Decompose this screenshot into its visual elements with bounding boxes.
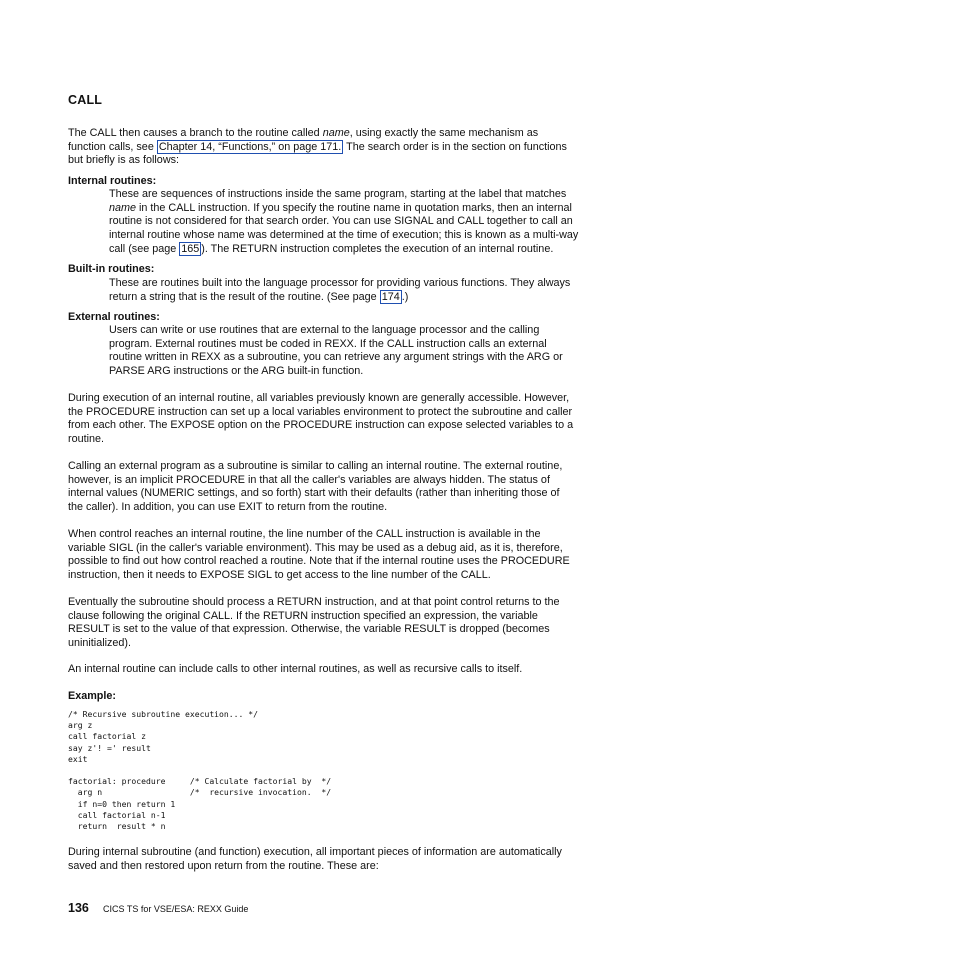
term-external-routines: External routines: [68, 311, 160, 323]
paragraph-line: however, is an implicit PROCEDURE in that all the caller's variables are always hidden. The status of [68, 473, 550, 486]
definition-italic-name: name [109, 201, 137, 214]
paragraph-line: variable SIGL (in the caller's variable environment). This may be used as a debug aid, as it is, therefore, [68, 541, 563, 554]
intro-italic-name: name [322, 127, 350, 139]
definition-text: These are sequences of instructions inside the same program, starting at the label that matches [109, 188, 567, 200]
paragraph-external-program [68, 460, 628, 515]
example-label: Example: [68, 690, 117, 702]
definition-text: ). The RETURN instruction completes the execution of an internal routine. [201, 242, 554, 255]
definition-text: internal routine whose name was determined at the time of execution; this is known as a multi-way [109, 229, 579, 242]
code-example: /* Recursive subroutine execution... */ arg z call factorial z say z'! =' result exit factorial: procedure /* Calculate factorial by */ arg n /* recursive invocation. */ if n=0 then return 1 call factorial n-1 return result * n [68, 709, 332, 832]
definition-text: in the CALL instruction. If you specify the routine name in quotation marks, then an internal [136, 201, 572, 214]
paragraph-sigl [68, 528, 628, 583]
intro-text: The CALL then causes a branch to the routine called [68, 127, 323, 139]
page-174-link[interactable]: 174 [381, 290, 400, 303]
paragraph-line: routine. [68, 433, 105, 446]
intro-text: , using exactly the same mechanism as [349, 127, 539, 139]
paragraph-line: possible to find out how control reached a routine. Note that if the internal routine uses the PROCEDURE [68, 555, 570, 568]
paragraph-closing [68, 846, 628, 873]
paragraph-line: internal values (NUMERIC settings, and so forth) start with their defaults (rather than inheriting those of [68, 487, 560, 500]
intro-text: The search order is in the section on functions [343, 140, 567, 153]
paragraph-line: When control reaches an internal routine, the line number of the CALL instruction is available in the [68, 528, 541, 540]
paragraph-line: Eventually the subroutine should process a RETURN instruction, and at that point control returns to the [68, 596, 560, 608]
paragraph-line: instruction, then it needs to EXPOSE SIGL to get access to the line number of the CALL. [68, 569, 491, 582]
intro-paragraph [68, 127, 628, 168]
term-builtin-routines: Built-in routines: [68, 263, 155, 275]
definition-text: These are routines built into the language processor for providing various functions. They always [109, 277, 571, 289]
definition-builtin-routines [109, 277, 619, 304]
definition-text: Users can write or use routines that are external to the language processor and the calling [109, 324, 540, 336]
paragraph-line: the caller). In addition, you can use EXIT to return from the routine. [68, 501, 388, 514]
page-number: 136 [68, 901, 89, 915]
functions-chapter-link[interactable]: Chapter 14, “Functions,” on page 171. [158, 140, 342, 153]
definition-text: routine written in REXX as a subroutine, you can retrieve any argument strings with the ARG or [109, 351, 563, 364]
paragraph-recursion [68, 663, 628, 677]
paragraph-line: RESULT is set to the value of that expression. Otherwise, the variable RESULT is dropped (becomes [68, 623, 550, 636]
paragraph-line: During execution of an internal routine, all variables previously known are generally accessible. However, [68, 392, 570, 404]
definition-internal-routines [109, 188, 619, 257]
term-internal-routines: Internal routines: [68, 175, 157, 187]
definition-text: return a string that is the result of the routine. (See page [109, 290, 380, 303]
intro-text: function calls, see [68, 140, 157, 153]
paragraph-return [68, 596, 628, 651]
paragraph-line: An internal routine can include calls to other internal routines, as well as recursive calls to itself. [68, 663, 523, 675]
paragraph-variables-access [68, 392, 628, 447]
paragraph-line: clause following the original CALL. If the RETURN instruction specified an expression, the variable [68, 609, 538, 622]
paragraph-line: saved and then restored upon return from the routine. These are: [68, 859, 379, 872]
paragraph-line: the PROCEDURE instruction can set up a local variables environment to protect the subroutine and caller [68, 405, 573, 418]
paragraph-line: During internal subroutine (and function) execution, all important pieces of information are automatically [68, 846, 562, 858]
definition-text: .) [401, 290, 409, 303]
definition-text: program. External routines must be coded in REXX. If the CALL instruction calls an external [109, 337, 547, 350]
paragraph-line: from each other. The EXPOSE option on the PROCEDURE instruction can expose selected variables to a [68, 419, 574, 432]
definition-external-routines [109, 324, 619, 379]
paragraph-line: Calling an external program as a subroutine is similar to calling an internal routine. The external routine, [68, 460, 563, 472]
footer-title: CICS TS for VSE/ESA: REXX Guide [103, 904, 249, 914]
page-165-link[interactable]: 165 [181, 242, 200, 255]
definition-text: PARSE ARG instructions or the ARG built-in function. [109, 365, 364, 378]
definition-text: call (see page [109, 242, 180, 255]
definition-text: routine is not considered for that search order. You can use SIGNAL and CALL together to call an [109, 215, 573, 228]
intro-text: but briefly is as follows: [68, 154, 180, 167]
paragraph-line: uninitialized). [68, 637, 132, 650]
section-heading: CALL [68, 93, 103, 107]
